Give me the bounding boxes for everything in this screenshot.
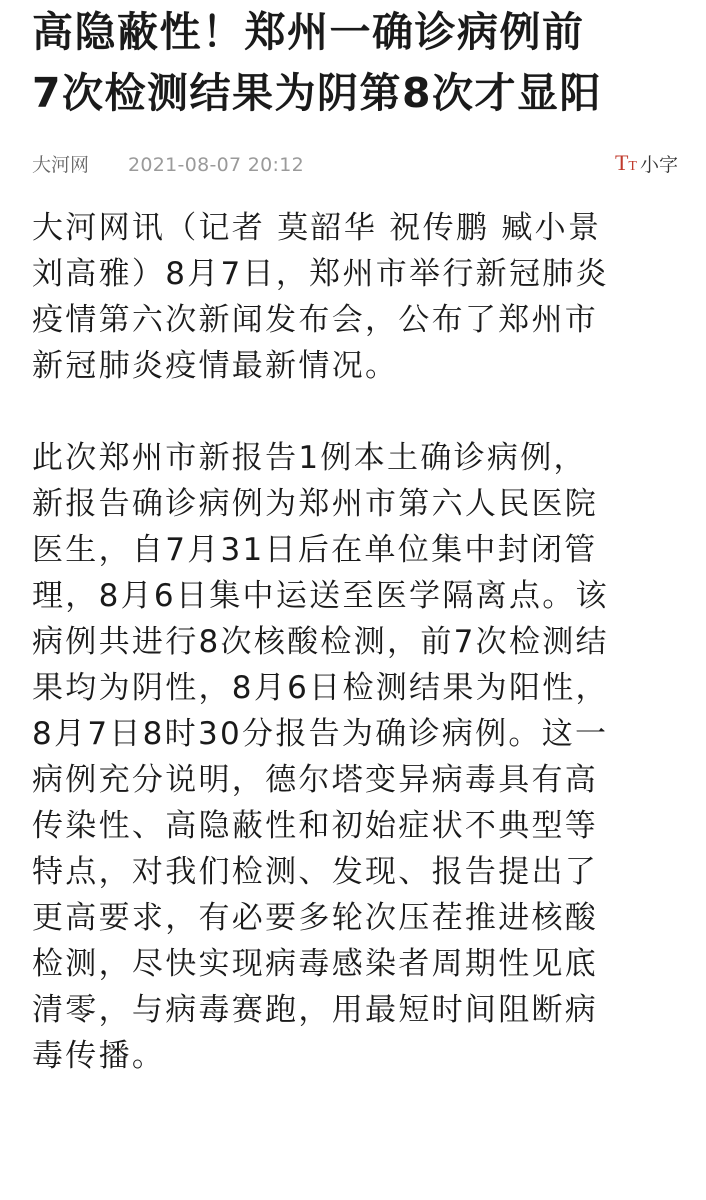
paragraph-line: 病例共进行8次核酸检测，前7次检测结 (32, 624, 609, 660)
paragraph-line: 更高要求，有必要多轮次压茬推进核酸 (32, 900, 599, 936)
paragraph-line: 新冠肺炎疫情最新情况。 (32, 348, 399, 384)
paragraph-line: 病例充分说明，德尔塔变异病毒具有高 (32, 762, 599, 798)
article-body (32, 205, 682, 1125)
paragraph-line: 果均为阴性，8月6日检测结果为阳性， (32, 670, 609, 706)
headline (32, 0, 682, 124)
paragraph-line: 8月7日8时30分报告为确诊病例。这一 (32, 716, 609, 752)
paragraph (32, 435, 682, 1079)
source-link[interactable]: 大河网 (32, 154, 90, 176)
headline-line: 高隐蔽性！郑州一确诊病例前 (32, 8, 585, 56)
paragraph-line: 毒传播。 (32, 1038, 166, 1074)
article (32, 0, 682, 1074)
paragraph (32, 205, 682, 389)
article-meta (32, 150, 682, 180)
paragraph-line: 特点，对我们检测、发现、报告提出了 (32, 854, 599, 890)
font-size-icon: TT (614, 150, 637, 175)
font-size-label: 小字 (639, 154, 678, 176)
paragraph-line: 医生，自7月31日后在单位集中封闭管 (32, 532, 598, 568)
paragraph-line: 刘高雅）8月7日，郑州市举行新冠肺炎 (32, 256, 609, 292)
paragraph-line: 检测，尽快实现病毒感染者周期性见底 (32, 946, 599, 982)
font-size-toggle[interactable] (615, 150, 678, 180)
headline-line: 7次检测结果为阴第8次才显阳 (32, 69, 603, 117)
paragraph-line: 疫情第六次新闻发布会，公布了郑州市 (32, 302, 599, 338)
paragraph-line: 传染性、高隐蔽性和初始症状不典型等 (32, 808, 599, 844)
paragraph-line: 此次郑州市新报告1例本土确诊病例， (32, 440, 587, 476)
paragraph-line: 新报告确诊病例为郑州市第六人民医院 (32, 486, 599, 522)
publish-date: 2021-08-07 20:12 (128, 154, 305, 176)
paragraph-line: 理，8月6日集中运送至医学隔离点。该 (32, 578, 609, 614)
paragraph-line: 清零，与病毒赛跑，用最短时间阻断病 (32, 992, 599, 1028)
paragraph-line: 大河网讯（记者 莫韶华 祝传鹏 臧小景 (32, 210, 602, 246)
